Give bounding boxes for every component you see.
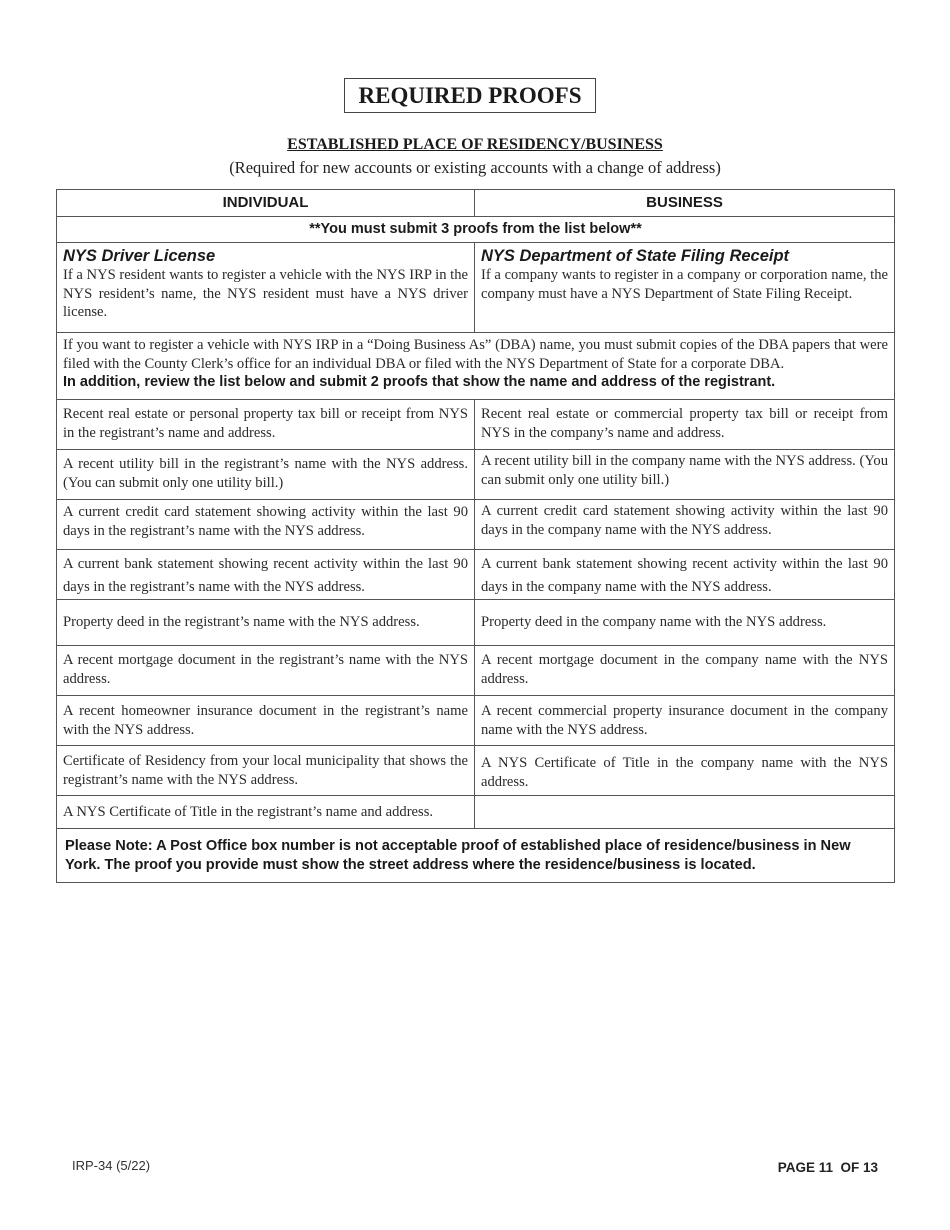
table-row-individual: A current bank statement showing recent activity within the last 90 days in the registrant’s name with the NYS address.	[57, 550, 475, 600]
page-title: REQUIRED PROOFS	[344, 78, 596, 113]
table-row-individual: A NYS Certificate of Title in the registrant’s name and address.	[57, 796, 475, 829]
individual-license-cell	[57, 243, 475, 333]
form-id: IRP-34 (5/22)	[72, 1158, 151, 1173]
table-row-business: A recent mortgage document in the company name with the NYS address.	[475, 646, 895, 696]
required-proofs-table	[56, 189, 895, 883]
table-row-business: Property deed in the company name with the NYS address.	[475, 600, 895, 646]
column-header-individual: INDIVIDUAL	[57, 190, 475, 217]
table-row-individual: Property deed in the registrant’s name with the NYS address.	[57, 600, 475, 646]
po-box-note: Please Note: A Post Office box number is not acceptable proof of established place of residence/business in New York. The proof you provide must show the street address where the residence/business is located.	[57, 829, 895, 883]
page-number: PAGE 11 OF 13	[777, 1160, 878, 1175]
dba-cell	[57, 333, 895, 400]
table-row-business: A current bank statement showing recent activity within the last 90 days in the company name with the NYS address.	[475, 550, 895, 600]
must-submit-notice: **You must submit 3 proofs from the list below**	[57, 217, 895, 243]
table-row-business	[475, 796, 895, 829]
dba-bold-text: In addition, review the list below and submit 2 proofs that show the name and address of the registrant.	[63, 374, 776, 390]
individual-license-title: NYS Driver License	[63, 247, 216, 265]
table-row-individual: Recent real estate or personal property tax bill or receipt from NYS in the registrant’s name and address.	[57, 400, 475, 450]
table-row-individual: A recent homeowner insurance document in the registrant’s name with the NYS address.	[57, 696, 475, 746]
business-filing-title: NYS Department of State Filing Receipt	[481, 247, 790, 265]
individual-license-text: If a NYS resident wants to register a vehicle with the NYS IRP in the NYS resident’s name, the NYS resident must have a NYS driver license.	[63, 267, 468, 320]
table-row-individual: A recent mortgage document in the registrant’s name with the NYS address.	[57, 646, 475, 696]
section-heading: ESTABLISHED PLACE OF RESIDENCY/BUSINESS	[287, 136, 663, 153]
dba-text: If you want to register a vehicle with NYS IRP in a “Doing Business As” (DBA) name, you must submit copies of the DBA papers that were filed with the County Clerk’s office for an individual DBA or filed with the NYS Department of State for a corporate DBA.	[63, 337, 888, 372]
table-row-business: A NYS Certificate of Title in the company name with the NYS address.	[475, 746, 895, 796]
table-row-individual: A current credit card statement showing activity within the last 90 days in the registrant’s name with the NYS address.	[57, 500, 475, 550]
table-row-business: Recent real estate or commercial property tax bill or receipt from NYS in the company’s name and address.	[475, 400, 895, 450]
table-row-individual: A recent utility bill in the registrant’s name with the NYS address. (You can submit only one utility bill.)	[57, 450, 475, 500]
table-row-business: A recent commercial property insurance document in the company name with the NYS address.	[475, 696, 895, 746]
table-row-individual: Certificate of Residency from your local municipality that shows the registrant’s name with the NYS address.	[57, 746, 475, 796]
table-row-business: A recent utility bill in the company name with the NYS address. (You can submit only one utility bill.)	[475, 450, 895, 500]
column-header-business: BUSINESS	[475, 190, 895, 217]
business-filing-cell	[475, 243, 895, 333]
section-subheading: (Required for new accounts or existing accounts with a change of address)	[229, 158, 721, 177]
table-row-business: A current credit card statement showing activity within the last 90 days in the company name with the NYS address.	[475, 500, 895, 550]
business-filing-text: If a company wants to register in a company or corporation name, the company must have a NYS Department of State Filing Receipt.	[481, 267, 888, 302]
